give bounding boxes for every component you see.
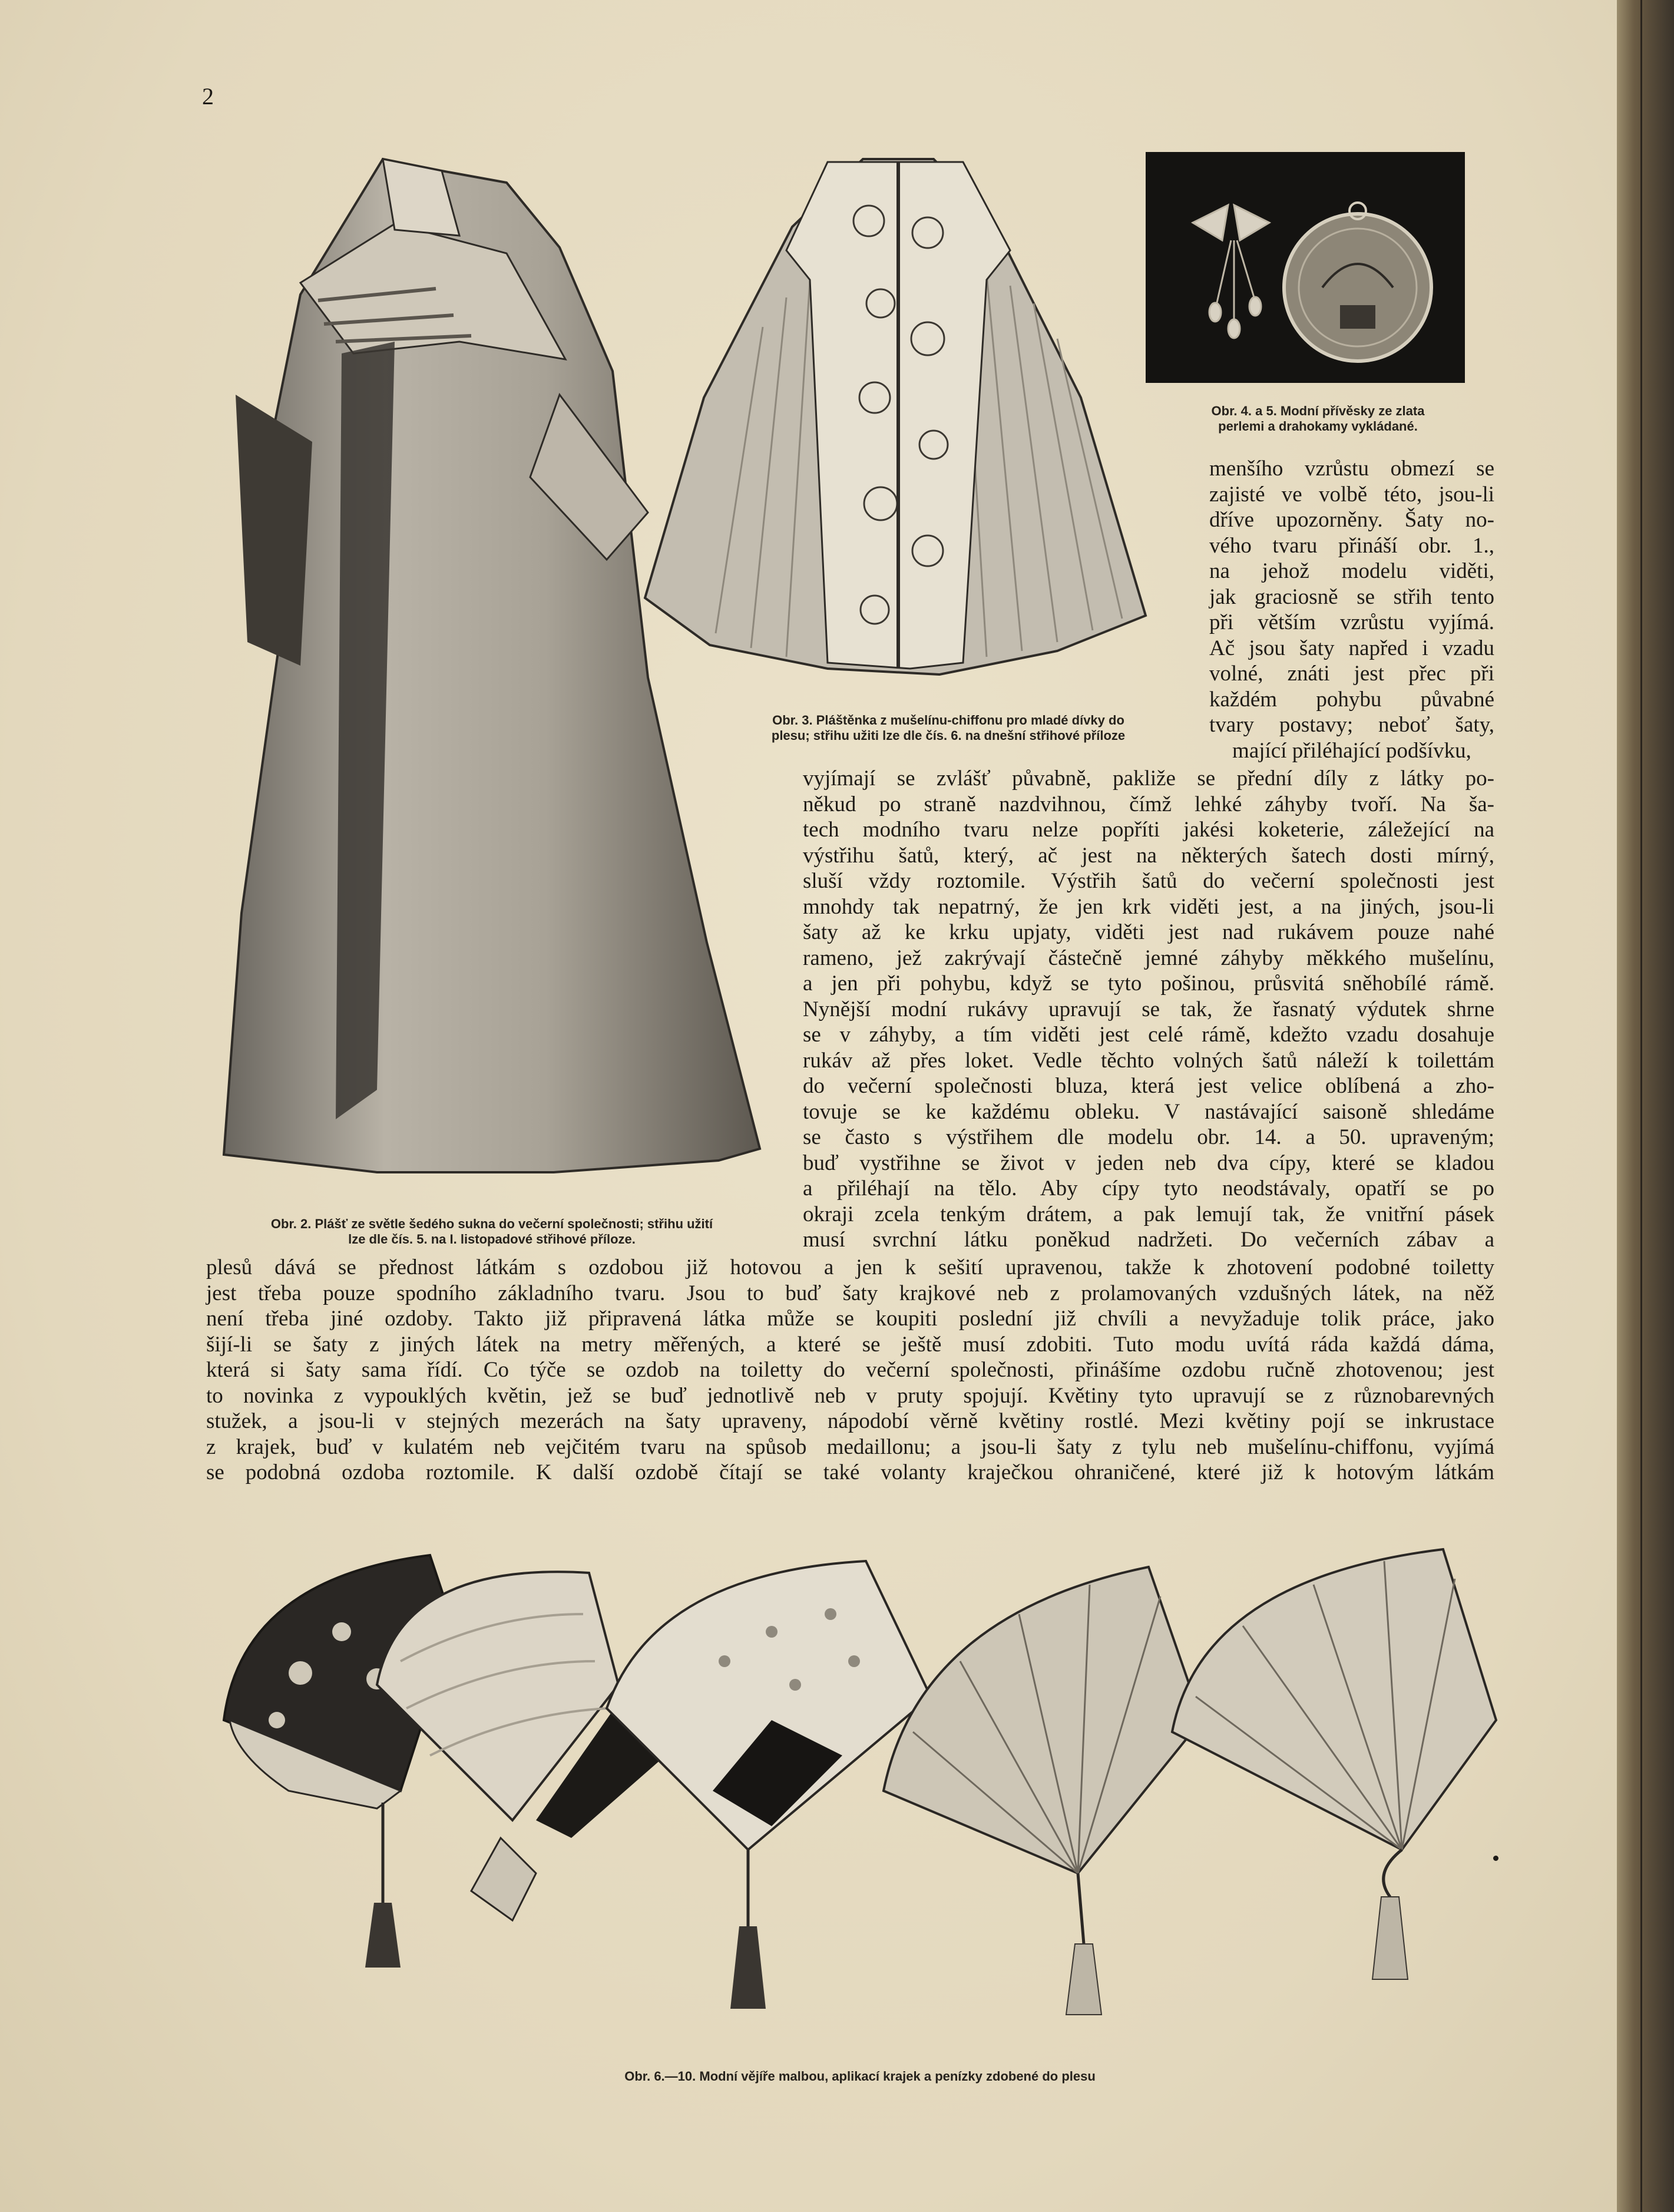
book-binding [1617, 0, 1674, 2212]
cape-caption: Obr. 3. Pláštěnka z mušelínu-chiffonu pro mladé dívky do plesu; střihu užiti lze dle čís. 6. na dnešní střihové příloze [771, 713, 1126, 743]
fans-illustration [206, 1543, 1514, 2050]
pendants-caption: Obr. 4. a 5. Modní přívěsky ze zlata perlemi a drahokamy vykládané. [1211, 404, 1425, 434]
coat-caption: Obr. 2. Plášť ze světle šedého sukna do večerní společnosti; střihu užití lze dle čís. 5. na I. listopadové střihové příloze. [270, 1216, 713, 1246]
page-number: 2 [202, 83, 214, 110]
article-full-width: plesů dává se přednost látkám s ozdobou již hotovou a jen k sešití upravenou, takže k zhotovení podobné toiletty jest třeba pouze spodního základního tvaru. Jsou to buď šaty krajkové neb z prolamovaných vzdušných látek, na něž není třeba jiné ozdoby. Takto již připravená látka může se koupiti poslední již chvíli a nevyžaduje tolik práce, jako šijí-li se šaty z jiných látek na metry měřených, a které se ještě musí zdobiti. Tuto modu uvítá ráda každá dáma, která si šaty sama řídí. Co týče se ozdob na toiletty do večerní společnosti, přinášíme ozdobu ručně zhotovenou; jest to novinka z vypouklých květin, jež se buď jednotlivě neb v pruty spojují. Květiny tyto upravují se z různobarevných stužek, a jsou-li v stejných mezerách na šaty upraveny, nápodobí věrně květiny rostlé. Mezi květiny pojí se inkrustace z krajek, buď v kulatém neb vejčitém tvaru na spůsob medaillonu; a jsou-li šaty z tylu neb mušelínu-chiffonu, vyjímá se podobná ozdoba roztomile. K další ozdobě čítají se také volanty kraječkou ohraničené, které již k hotovým látkám [206, 1255, 1494, 1484]
fans-caption: Obr. 6.—10. Modní vějíře malbou, aplikací krajek a penízky zdobené do plesu [624, 2069, 1096, 2084]
article-column-middle: vyjímají se zvlášť půvabně, pakliže se přední díly z látky po- někud po straně nazdvihnou, čímž lehké záhyby tvoří. Na ša- tech modního tvaru nelze popříti jakési koketerie, záležející na výstřihu šatů, který, ač jest na některých šatech dosti mírný, sluší vždy roztomile. Výstřih šatů do večerní společnosti jest mnohdy tak nepatrný, že jen krk viděti jest, a na jiných, jsou-li šaty až ke krku upjaty, viděti jest nad rukávem pouze nahé rameno, jež zakrývají částečně jemné záhyby měkkého mušelínu, a jen při pohybu, když se tyto pošinou, průsvitá sněhobílé rámě. Nynější modní rukávy upravují se tak, že řasnatý výdutek shrne se v záhyby, a tím viděti jest celé rámě, kdežto vzadu dosahuje rukáv až přes loket. Vedle těchto volných šatů náleží k toilettám do večerní společnosti bluza, která jest velice oblíbená a zho- tovuje se ke každému obleku. V nastávající saisoně shledáme se často s výstřihem dle modelu obr. 14. a 50. upraveným; buď vystřihne se život v jeden neb dva cípy, které se kladou a přiléhají na tělo. Aby cípy tyto neodstávaly, opatří se po okraji zcela tenkým drátem, a pak lemují tak, že vnitřní pásek musí svrchní látku poněkud nadržeti. Do večerních zábav a [803, 766, 1494, 1252]
pendants-photo [1146, 152, 1465, 383]
cape-illustration [633, 150, 1163, 686]
ink-dot [1493, 1856, 1498, 1861]
article-column-right: menšího vzrůstu obmezí se zajisté ve volbě této, jsou-li dříve upozorněny. Šaty no- vého tvaru přináší obr. 1., na jehož modelu viděti, jak graciosně se střih tento při větším vzrůstu vyjímá. Ač jsou šaty napřed i vzadu volné, znáti jest přec při každém pohybu půvabné tvary postavy; neboť šaty, mající přiléhající podšívku, [1209, 457, 1494, 763]
